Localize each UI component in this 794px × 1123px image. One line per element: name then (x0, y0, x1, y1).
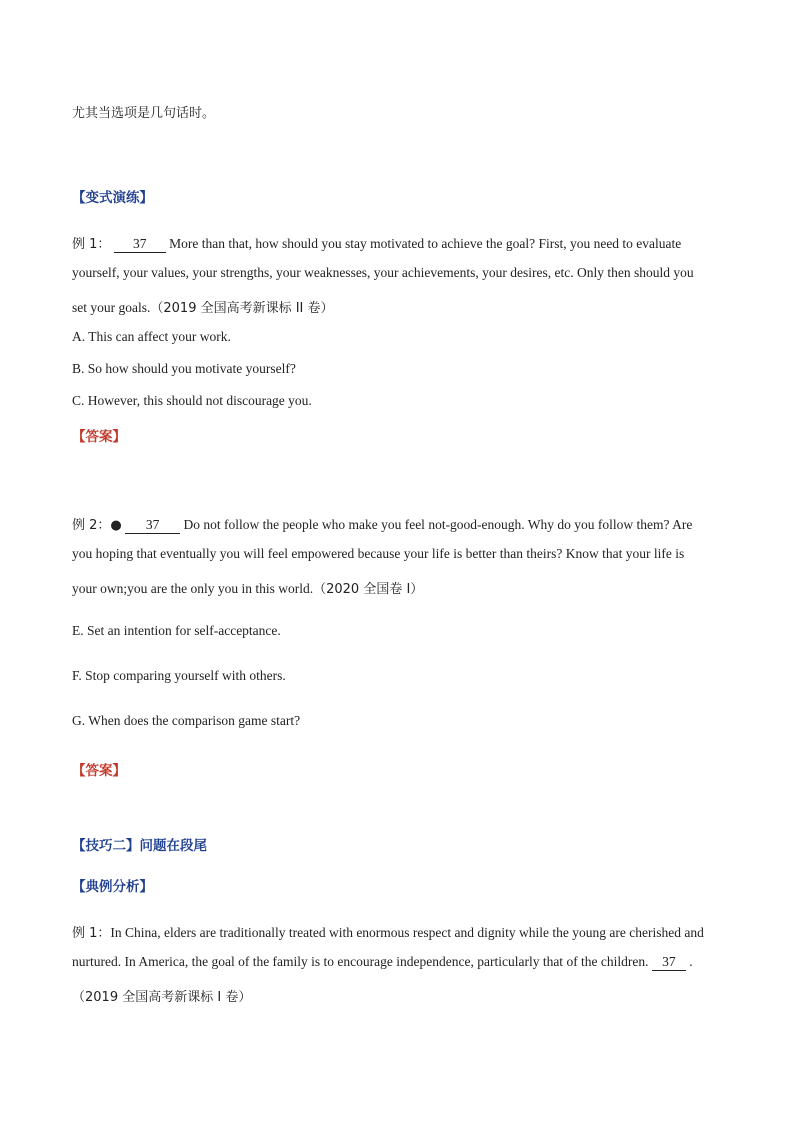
heading-bracket-close: 】 (139, 190, 153, 206)
ex2-line3-text: your own;you are the only you in this world. (72, 581, 314, 596)
heading-label: 变式演练 (85, 190, 140, 206)
ex2-line1-text: Do not follow the people who make you feel not-good-enough. Why do you follow them? Are (183, 517, 693, 532)
section-heading-variant (72, 186, 153, 206)
ex1-line2: yourself, your values, your strengths, your weaknesses, your achievements, your desires, etc. Only then should you (72, 265, 694, 280)
ex3-line1 (72, 922, 704, 941)
section-heading-tip2 (72, 834, 207, 854)
ex1-answer-label: 【答案】 (72, 429, 126, 445)
ex3-source: （2019 全国高考新课标 I 卷） (72, 990, 252, 1005)
tip2-text: 问题在段尾 (139, 838, 207, 854)
section-heading-typical: 【典例分析】 (72, 879, 153, 895)
ex1-line3-text: set your goals. (72, 300, 151, 315)
ex2-prefix: 例 2：● (72, 518, 122, 533)
ex1-source: （2019 全国高考新课标 II 卷） (150, 301, 334, 316)
ex2-source: （2020 全国卷 I） (313, 582, 424, 597)
ex3-blank: 37 (652, 955, 686, 971)
ex2-option-g: G. When does the comparison game start? (72, 713, 301, 728)
ex2-blank: 37 (125, 518, 180, 534)
ex2-option-e: E. Set an intention for self-acceptance. (72, 623, 281, 638)
ex1-blank: 37 (114, 237, 166, 253)
ex1-option-a: A. This can affect your work. (72, 329, 231, 344)
ex2-line3 (72, 578, 423, 597)
ex3-line2-text: nurtured. In America, the goal of the family is to encourage independence, particularly that of the children. (72, 954, 649, 969)
ex3-line1-text: In China, elders are traditionally treated with enormous respect and dignity while the young are cherished and (110, 925, 704, 940)
ex3-line2 (72, 954, 693, 971)
ex1-option-b: B. So how should you motivate yourself? (72, 361, 296, 376)
tip2-label: 【技巧二】 (72, 838, 140, 854)
ex1-option-c: C. However, this should not discourage you. (72, 393, 312, 408)
intro-text: 尤其当选项是几句话时。 (72, 106, 216, 121)
ex1-line3 (72, 297, 334, 316)
ex2-answer-label: 【答案】 (72, 763, 126, 779)
ex2-option-f: F. Stop comparing yourself with others. (72, 668, 286, 683)
ex2-line1 (72, 514, 692, 534)
ex1-line1-text: More than that, how should you stay motivated to achieve the goal? First, you need to evaluate (169, 236, 682, 251)
ex1-line1 (72, 233, 681, 253)
ex2-line2: you hoping that eventually you will feel empowered because your life is better than theirs? Know that your life is (72, 546, 685, 561)
ex1-prefix: 例 1： (72, 237, 111, 252)
ex3-prefix: 例 1： (72, 926, 111, 941)
heading-bracket-open: 【 (72, 190, 86, 206)
ex3-line2-end: . (689, 954, 693, 969)
